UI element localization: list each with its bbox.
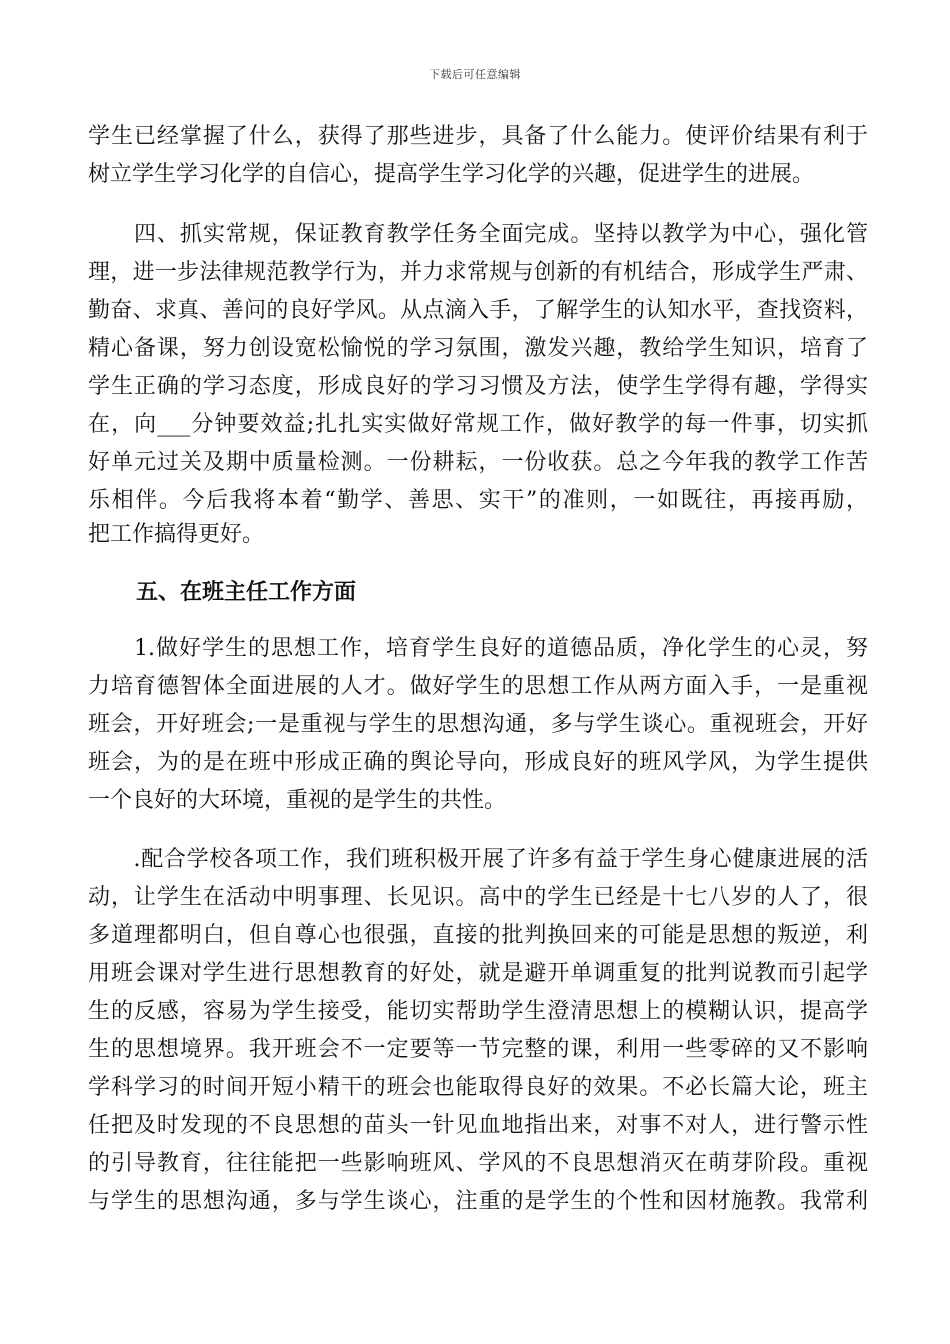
paragraph-3-line: 一个良好的大环境，重视的是学生的共性。 bbox=[88, 788, 507, 813]
paragraph-3-line: 班会，为的是在班中形成正确的舆论导向，形成良好的班风学风，为学生提供 bbox=[88, 750, 868, 775]
paragraph-4-line: 多道理都明白，但自尊心也很强，直接的批判换回来的可能是思想的叛逆，利 bbox=[88, 923, 868, 948]
paragraph-4-line: 学科学习的时间开短小精干的班会也能取得良好的效果。不必长篇大论，班主 bbox=[88, 1075, 868, 1100]
paragraph-3-line: 1.做好学生的思想工作，培育学生良好的道德品质，净化学生的心灵，努 bbox=[88, 636, 868, 661]
paragraph-4-line: 与学生的思想沟通，多与学生谈心，注重的是学生的个性和因材施教。我常利 bbox=[88, 1189, 868, 1214]
paragraph-4-line: .配合学校各项工作，我们班积极开展了许多有益于学生身心健康进展的活 bbox=[88, 847, 868, 872]
paragraph-2-line: 精心备课，努力创设宽松愉悦的学习氛围，激发兴趣，教给学生知识，培育了 bbox=[88, 336, 868, 361]
paragraph-2-line: 学生正确的学习态度，形成良好的学习习惯及方法，使学生学得有趣，学得实 bbox=[88, 374, 868, 399]
paragraph-3-line: 班会，开好班会;一是重视与学生的思想沟通，多与学生谈心。重视班会，开好 bbox=[88, 712, 868, 737]
paragraph-2-line: 把工作搞得更好。 bbox=[88, 522, 265, 547]
paragraph-2-line: 四、抓实常规，保证教育教学任务全面完成。坚持以教学为中心，强化管 bbox=[88, 222, 868, 247]
paragraph-4-line: 生的思想境界。我开班会不一定要等一节完整的课，利用一些零碎的又不影响 bbox=[88, 1037, 868, 1062]
paragraph-1-line: 学生已经掌握了什么，获得了那些进步，具备了什么能力。使评价结果有利于 bbox=[88, 124, 868, 149]
paragraph-2-line: 理，进一步法律规范教学行为，并力求常规与创新的有机结合，形成学生严肃、 bbox=[88, 260, 868, 285]
paragraph-4-line: 动，让学生在活动中明事理、长见识。高中的学生已经是十七八岁的人了，很 bbox=[88, 885, 868, 910]
paragraph-2-line: 乐相伴。今后我将本着“勤学、善思、实干”的准则，一如既往，再接再励， bbox=[88, 488, 868, 513]
paragraph-4-line: 用班会课对学生进行思想教育的好处，就是避开单调重复的批判说教而引起学 bbox=[88, 961, 868, 986]
paragraph-1-line: 树立学生学习化学的自信心，提高学生学习化学的兴趣，促进学生的进展。 bbox=[88, 162, 815, 187]
paragraph-2-line: 好单元过关及期中质量检测。一份耕耘，一份收获。总之今年我的教学工作苦 bbox=[88, 450, 868, 475]
paragraph-4-line: 的引导教育，往往能把一些影响班风、学风的不良思想消灭在萌芽阶段。重视 bbox=[88, 1151, 868, 1176]
paragraph-4-line: 任把及时发现的不良思想的苗头一针见血地指出来，对事不对人，进行警示性 bbox=[88, 1113, 868, 1138]
page-header: 下载后可任意编辑 bbox=[429, 68, 521, 81]
paragraph-4-line: 生的反感，容易为学生接受，能切实帮助学生澄清思想上的模糊认识，提高学 bbox=[88, 999, 868, 1024]
paragraph-3-line: 力培育德智体全面进展的人才。做好学生的思想工作从两方面入手，一是重视 bbox=[88, 674, 868, 699]
paragraph-2-line: 勤奋、求真、善问的良好学风。从点滴入手，了解学生的认知水平，查找资料， bbox=[88, 298, 868, 323]
paragraph-2-line: 在，向___分钟要效益;扎扎实实做好常规工作，做好教学的每一件事，切实抓 bbox=[88, 412, 868, 437]
section-heading: 五、在班主任工作方面 bbox=[136, 579, 357, 605]
